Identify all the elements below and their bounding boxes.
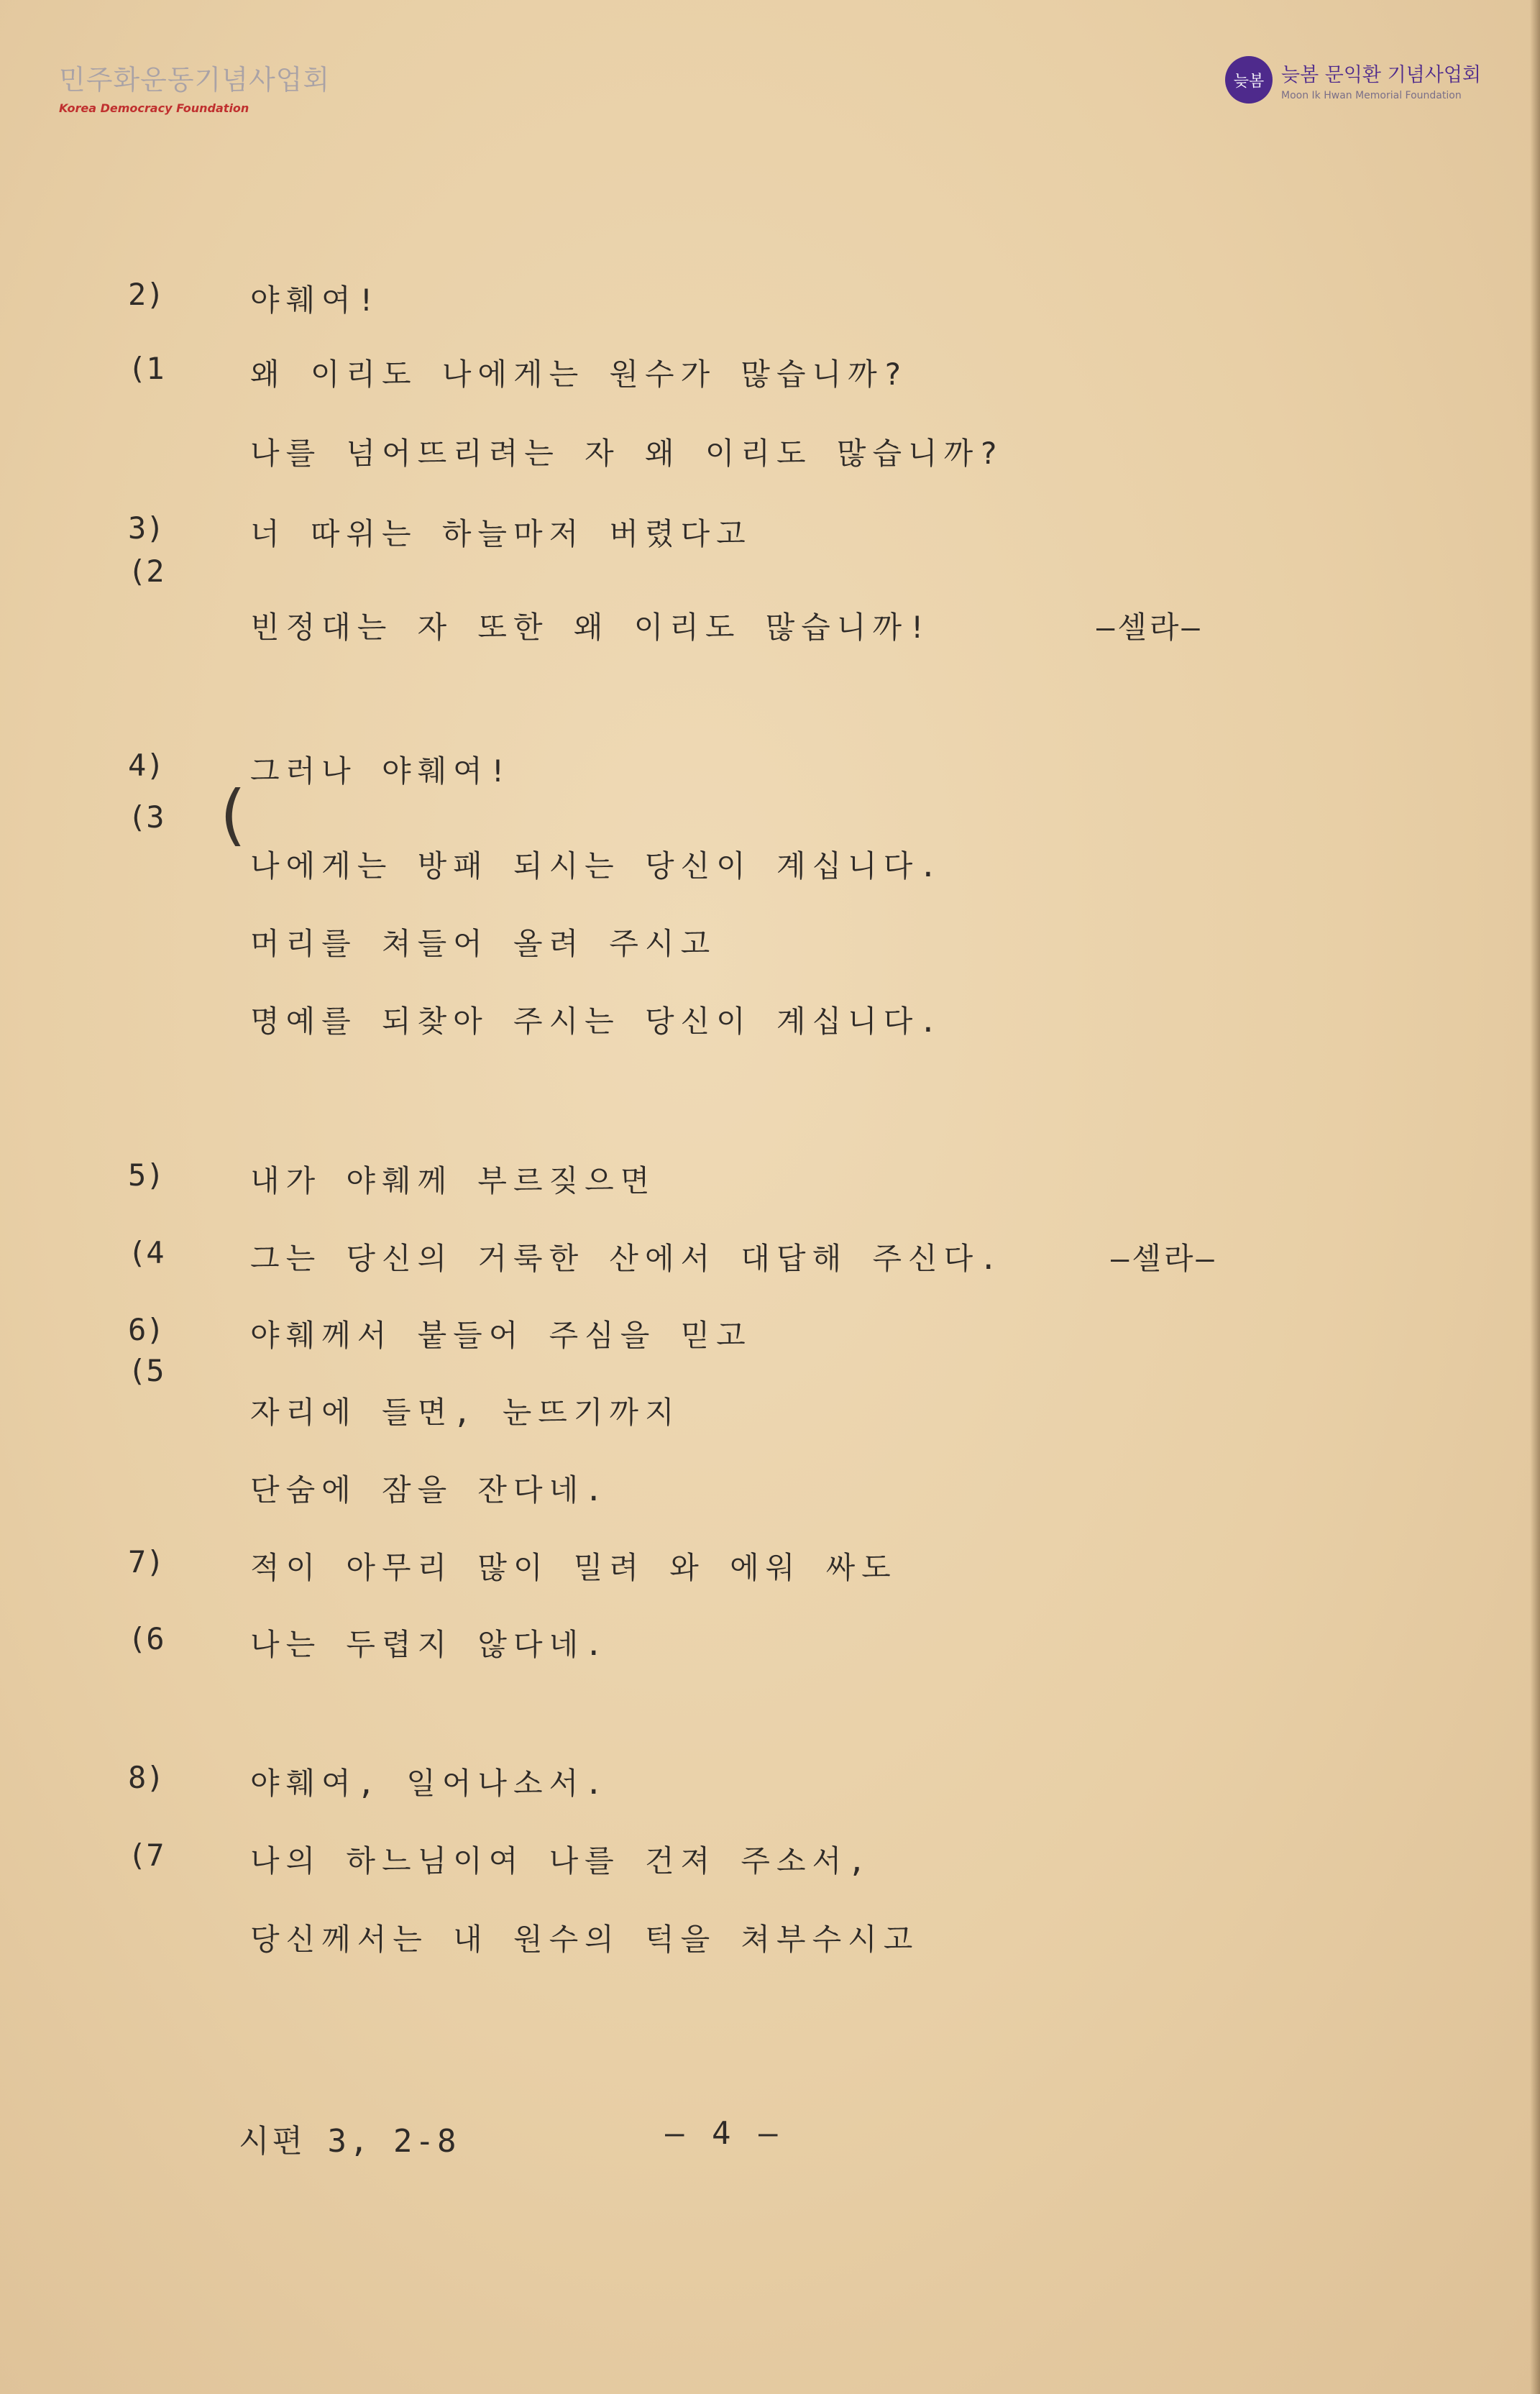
verse-number: (1	[128, 351, 165, 386]
left-logo-korean: 민주화운동기념사업회	[59, 64, 331, 96]
poem-line	[0, 1916, 1540, 1973]
korea-democracy-foundation-logo	[59, 58, 330, 115]
poem-line	[0, 748, 1540, 805]
poem-line	[0, 1467, 1540, 1524]
line-text: 나는 두렵지 않다네.	[250, 1627, 610, 1662]
verse-number: (7	[128, 1838, 165, 1873]
poem-line	[0, 1235, 1540, 1293]
line-text: 적이 아무리 많이 밀려 와 에워 싸도	[250, 1550, 897, 1585]
sela-marker: —셀라—	[1111, 1241, 1217, 1276]
psalm-reference: 시편 3, 2-8	[239, 2123, 459, 2160]
right-logo-english: Moon Ik Hwan Memorial Foundation	[1281, 89, 1462, 101]
verse-number: 8)	[128, 1760, 165, 1795]
sela-marker: —셀라—	[1096, 610, 1203, 645]
verse-number: 6)	[128, 1312, 165, 1347]
verse-number: 7)	[128, 1544, 165, 1579]
line-text: 내가 야훼께 부르짖으면	[250, 1163, 656, 1198]
line-text: 단숨에 잠을 잔다네.	[250, 1472, 610, 1508]
verse-number: (4	[128, 1235, 165, 1270]
poem-line	[0, 1760, 1540, 1817]
line-text: 당신께서는 내 원수의 턱을 쳐부수시고	[250, 1922, 920, 1957]
poem-line	[0, 604, 1540, 661]
line-text: 너 따위는 하늘마저 버렸다고	[250, 516, 752, 551]
right-logo-korean: 늦봄 문익환 기념사업회	[1281, 63, 1481, 86]
poem-line	[0, 277, 1540, 334]
poem-line	[0, 843, 1540, 900]
line-text: 야훼께서 붙들어 주심을 믿고	[250, 1318, 752, 1353]
left-logo-english: Korea Democracy Foundation	[59, 101, 249, 115]
line-text: 머리를 쳐들어 올려 주시고	[250, 926, 717, 961]
verse-number: 4)	[128, 748, 165, 783]
verse-number: (6	[128, 1621, 165, 1656]
line-text: 빈정대는 자 또한 왜 이리도 많습니까!	[250, 610, 933, 645]
poem-line	[0, 1157, 1540, 1215]
poem-line	[0, 351, 1540, 408]
line-text: 그는 당신의 거룩한 산에서 대답해 주신다.	[250, 1241, 1004, 1276]
neutbom-seal-icon: 늦봄	[1225, 56, 1273, 104]
line-text: 나에게는 방패 되시는 당신이 계십니다.	[250, 848, 944, 884]
line-text: 나의 하느님이여 나를 건져 주소서,	[250, 1843, 873, 1879]
verse-number: (2	[128, 554, 165, 589]
poem-line	[0, 920, 1540, 978]
poem-line	[0, 998, 1540, 1055]
verse-number: 5)	[128, 1157, 165, 1193]
line-text: 그러나 야훼여!	[250, 753, 514, 789]
moon-ik-hwan-foundation-logo	[1225, 56, 1481, 104]
line-text: 야훼여, 일어나소서.	[250, 1766, 610, 1801]
poem-line	[0, 1838, 1540, 1895]
verse-number: (3	[128, 799, 165, 835]
line-text: 명예를 되찾아 주시는 당신이 계십니다.	[250, 1004, 944, 1039]
verse-number: (5	[128, 1353, 165, 1388]
line-text: 자리에 들면, 눈뜨기까지	[250, 1395, 681, 1430]
poem-line	[0, 554, 1540, 611]
line-text: 야훼여!	[250, 283, 382, 318]
poem-line	[0, 1544, 1540, 1602]
verse-number: 3)	[128, 510, 165, 546]
page-number: — 4 —	[665, 2115, 782, 2152]
handwritten-bracket: (	[220, 776, 246, 853]
poem-line	[0, 1621, 1540, 1679]
line-text: 나를 넘어뜨리려는 자 왜 이리도 많습니까?	[250, 436, 1004, 471]
verse-number: 2)	[128, 277, 165, 312]
poem-line	[0, 430, 1540, 487]
poem-line	[0, 1389, 1540, 1446]
line-text: 왜 이리도 나에게는 원수가 많습니까?	[250, 357, 909, 392]
